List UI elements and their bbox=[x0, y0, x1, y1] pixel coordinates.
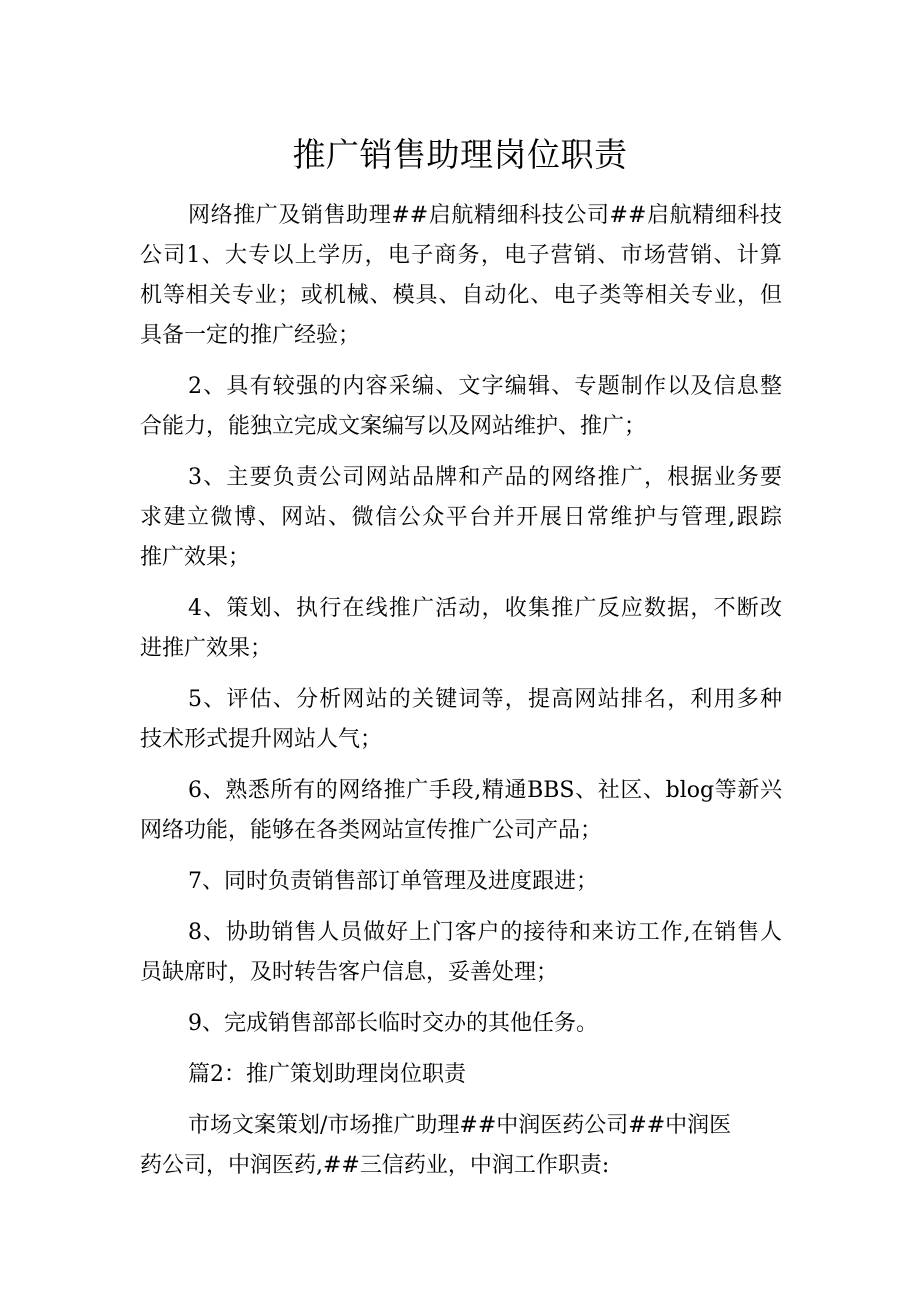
paragraph bbox=[140, 771, 782, 851]
text-line: 技术形式提升网站人气； bbox=[140, 727, 383, 752]
text-line: 公司1、大专以上学历，电子商务，电子营销、市场营销、计算 bbox=[140, 243, 782, 268]
document-body bbox=[140, 196, 782, 1197]
document-title: 推广销售助理岗位职责 bbox=[292, 135, 628, 174]
paragraph bbox=[140, 862, 782, 902]
paragraph bbox=[140, 367, 782, 447]
text-line: 药公司，中润医药,##三信药业，中润工作职责: bbox=[140, 1153, 610, 1178]
section-heading bbox=[140, 1055, 782, 1095]
paragraph bbox=[140, 196, 782, 356]
paragraph bbox=[140, 589, 782, 669]
text-line: 员缺席时，及时转告客户信息，妥善处理； bbox=[140, 960, 559, 985]
text-line: 篇2：推广策划助理岗位职责 bbox=[188, 1062, 466, 1087]
text-line: 进推广效果； bbox=[140, 636, 273, 661]
paragraph bbox=[140, 458, 782, 578]
text-line: 推广效果； bbox=[140, 545, 251, 570]
paragraph bbox=[140, 1106, 782, 1186]
text-line: 6、熟悉所有的网络推广手段,精通BBS、社区、blog等新兴 bbox=[188, 778, 782, 803]
text-line: 4、策划、执行在线推广活动，收集推广反应数据，不断改 bbox=[188, 596, 782, 621]
paragraph bbox=[140, 913, 782, 993]
text-line: 合能力，能独立完成文案编写以及网站维护、推广； bbox=[140, 414, 647, 439]
text-line: 求建立微博、网站、微信公众平台并开展日常维护与管理,跟踪 bbox=[140, 505, 782, 530]
paragraph bbox=[140, 680, 782, 760]
text-line: 网络推广及销售助理##启航精细科技公司##启航精细科技 bbox=[188, 203, 782, 228]
text-line: 具备一定的推广经验； bbox=[140, 323, 361, 348]
text-line: 机等相关专业；或机械、模具、自动化、电子类等相关专业，但 bbox=[140, 283, 782, 308]
text-line: 7、同时负责销售部订单管理及进度跟进； bbox=[188, 869, 598, 894]
text-line: 9、完成销售部部长临时交办的其他任务。 bbox=[188, 1011, 598, 1036]
paragraph bbox=[140, 1004, 782, 1044]
text-line: 市场文案策划/市场推广助理##中润医药公司##中润医 bbox=[188, 1113, 732, 1138]
text-line: 8、协助销售人员做好上门客户的接待和来访工作,在销售人 bbox=[188, 920, 782, 945]
text-line: 2、具有较强的内容采编、文字编辑、专题制作以及信息整 bbox=[188, 374, 782, 399]
text-line: 5、评估、分析网站的关键词等，提高网站排名，利用多种 bbox=[188, 687, 782, 712]
text-line: 网络功能，能够在各类网站宣传推广公司产品； bbox=[140, 818, 603, 843]
text-line: 3、主要负责公司网站品牌和产品的网络推广，根据业务要 bbox=[188, 465, 782, 490]
